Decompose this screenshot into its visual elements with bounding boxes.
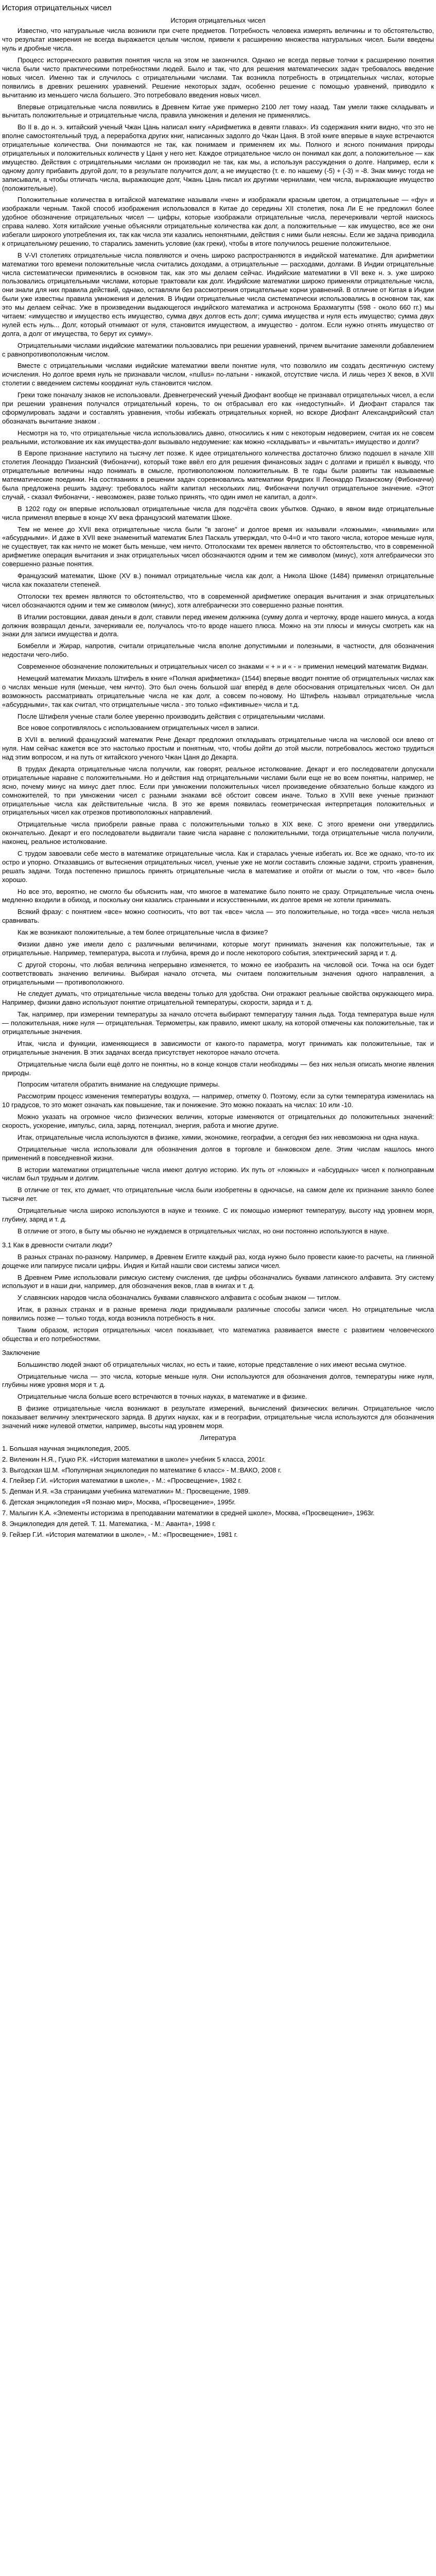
paragraph: Известно, что натуральные числа возникли при счете предметов. Потребность человека измерять величины и то обстоятельство, что результат измерения не всегда выражается целым числом, привели к расширению множества натуральных чисел. Были введены нуль и дробные числа.: [2, 27, 434, 53]
paragraph: С трудом завоевали себе место в математике отрицательные числа. Как и старалась ученые избегать их. Все же однако, что-то их остро и упорно. Отказавшись от вытеснения отрицательных чисел, ученые уже не могли составить сложные задачи, строить уравнения, решать задачи. Тогда постепенно пришлось принять отрицательные числа в математике и отойти от мысли о том, что «все» было хорошо.: [2, 849, 434, 884]
paragraph: Итак, числа и функции, изменяющиеся в зависимости от какого-то параметра, могут принимать как положительные, так и отрицательные значения. В этих задачах всегда присутствует некоторое начало отсчета.: [2, 1039, 434, 1056]
paragraph: В отличие от тех, кто думает, что отрицательные числа были изобретены в одночасье, на самом деле их признание заняло более тысячи лет.: [2, 1186, 434, 1203]
paragraph: Таким образом, история отрицательных чисел показывает, что математика развивается вместе с развитием человеческого общества и его потребностями.: [2, 1326, 434, 1343]
paragraph: Отголоски тех времен являются то обстоятельство, что в современной арифметике операция вычитания и знак отрицательных чисел обозначаются одним и тем же символом (минус), хотя алгебраически это совершенно разные понятия.: [2, 592, 434, 609]
literature-item: 1. Большая научная энциклопедия, 2005.: [2, 1444, 131, 1452]
paragraph: В Италии ростовщики, давая деньги в долг, ставили перед именем должника (сумму долга и черточку, вроде нашего минуса, а когда должник возвращал деньги, зачеркивали ее, получалось что-то вроде нашего плюса. Можно на эти плюсы и минусы смотреть как на знаки для записи имущества и долга.: [2, 613, 434, 638]
paragraph: В XVII в. великий французский математик Рене Декарт предложил откладывать отрицательные числа на числовой оси влево от нуля. Нам сейчас кажется все это настолько простым и понятным, что, чтобы дойти до этой мысли, потребовалось жестоко трудиться над этим вопросом, и на путь от китайского ученого Чжан Цаня до Декарта.: [2, 736, 434, 761]
section-heading: 3.1 Как в древности считали люди?: [2, 1241, 113, 1249]
paragraph: Греки тоже поначалу знаков не использовали. Древнегреческий ученый Диофант вообще не признавал отрицательных чисел, а если при решении уравнения получался отрицательный корень, то он отбрасывал его как «недоступный». И Диофант старался так сформулировать задачи и составлять уравнения, чтобы избежать отрицательных корней, но вскоре Диофант Александрийский стал обозначать вычитание знаком .: [2, 391, 434, 425]
paragraph: Тем не менее до XVII века отрицательные числа были "в загоне" и долгое время их называли «ложными», «мнимыми» или «абсурдными». И даже в XVII веке знаменитый математик Блез Паскаль утверждал, что 0-4=0 и что такого числа, которое меньше нуля, не существует, так как ничто не может быть меньше, чем ничто. Отголосками тех времен является то обстоятельство, что в современной арифметике операция вычитания и знак отрицательных чисел обозначаются одним и тем же символом (минус), хотя алгебраически это совершенно разные понятия.: [2, 525, 434, 568]
paragraph: Несмотря на то, что отрицательные числа использовались давно, относились к ним с некоторым недоверием, считая их не совсем реальными, истолкование их как имущества-долг вызывало недоумение: как можно «складывать» и «вычитать» имущество и долги?: [2, 429, 434, 446]
paragraph: Отрицательные числа были ещё долго не понятны, но в конце концов стали необходимы — без них нельзя описать многие явления природы.: [2, 1060, 434, 1077]
paragraph: У славянских народов числа обозначались буквами славянского алфавита с особым знаком — титлом.: [18, 1294, 341, 1302]
literature-heading: Литература: [200, 1433, 236, 1442]
paragraph: Попросим читателя обратить внимание на следующие примеры.: [18, 1080, 220, 1089]
conclusion-heading: Заключение: [2, 1348, 40, 1357]
paragraph: Отрицательные числа больше всего встречаются в точных науках, в математике и в физике.: [18, 1393, 307, 1401]
paragraph: Бомбелли и Жирар, напротив, считали отрицательные числа вполне допустимыми и полезными, в частности, для обозначения недостачи чего-либо.: [2, 642, 434, 659]
paragraph: Вместе с отрицательными числами индийские математики ввели понятие нуля, что позволило им создать десятичную систему исчисления. Но долгое время нуль не признавали числом, «nullus» по-латыни - никакой, отсутствие числа. И лишь через X веков, в XVII столетии с введением системы координат нуль становится числом.: [2, 362, 434, 387]
paragraph: В отличие от этого, в быту мы обычно не нуждаемся в отрицательных числах, но они постоянно используются в науке.: [18, 1227, 389, 1235]
paragraph: Физики давно уже имели дело с различными величинами, которые могут принимать значения как положительные, так и отрицательные. Например, температура, высота и глубина, время до и после некоторого события, электрический заряд и т. д.: [2, 940, 434, 957]
paragraph: В физике отрицательные числа возникают в результате измерений, вычислений физических величин. Отрицательное число показывает величину электрического заряда. В других науках, как и в географии, отрицательные числа используются для обозначения значений ниже нулевой отметки, например, высоты над уровнем моря.: [2, 1404, 434, 1430]
literature-item: 2. Виленкин Н.Я., Гуцко Р.К. «История математики в школе» учебник 5 класса, 2001г.: [2, 1455, 266, 1463]
document-title: История отрицательных чисел: [2, 4, 112, 12]
paragraph: Но все это, вероятно, не смогло бы объяснить нам, что многое в математике было понято не сразу. Отрицательные числа очень медленно входили в обиход, и поскольку они казались странными и искусственными, их долгое время не хотели принимать.: [2, 887, 434, 904]
literature-item: 9. Гейзер Г.И. «История математики в школе», - М.: «Просвещение», 1981 г.: [2, 1530, 238, 1538]
paragraph: Французский математик, Шюке (XV в.) понимал отрицательные числа как долг, а Никола Шюке (1484) применял отрицательные числа как показатели степеней.: [2, 572, 434, 588]
paragraph: В Древнем Риме использовали римскую систему счисления, где цифры обозначались буквами латинского алфавита. Эту систему используют и в наши дни, например, для обозначения веков, глав в книгах и т. д.: [2, 1273, 434, 1290]
paragraph: Итак, отрицательные числа используются в физике, химии, экономике, географии, а сегодня без них невозможна ни одна наука.: [18, 1133, 419, 1141]
paragraph: В 1202 году он впервые использовал отрицательные числа для подсчёта своих убытков. Однако, в явном виде отрицательные числа применял впервые в конце XV века французский математик Шюке.: [2, 504, 434, 521]
paragraph: С другой стороны, что любая величина непрерывно изменяется, то можно ее изобразить на числовой оси. Точка на оси будет соответствовать значению величины. Выбирая начало отсчета, мы считаем положительным значения одного направления, а отрицательными — противоположного.: [2, 960, 434, 986]
paragraph: Как же возникают положительные, а тем более отрицательные числа в физике?: [18, 928, 268, 937]
main-text: [2, 27, 434, 1235]
literature-item: 7. Малыгин К.А. «Элементы историзма в преподавании математики в средней школе», Москва, «Просвещение», 1963г.: [2, 1509, 375, 1517]
paragraph: Все новое сопротивлялось с использованием отрицательных чисел в записи.: [18, 724, 259, 732]
paragraph: Можно указать на огромное число физических величин, которые изменяются от отрицательных до положительных значений: скорость, ускорение, импульс, сила, заряд, потенциал, энергия, работа и многие другие.: [2, 1113, 434, 1130]
literature-item: 4. Глейзер Г.И. «История математики в школе», - М.: «Просвещение», 1982 г.: [2, 1477, 242, 1485]
paragraph: Так, например, при измерении температуры за начало отсчета выбирают температуру таяния льда. Тогда температура выше нуля — положительная, ниже нуля — отрицательная. Термометры, как правило, имеют шкалу, на которой отмечены как положительные, так и отрицательные значения.: [2, 1010, 434, 1036]
literature-item: 3. Выгодская Ш.М. «Популярная энциклопедия по математике 6 класс» - М.:ВАКО, 2008 г.: [2, 1466, 282, 1474]
paragraph: В истории математики отрицательные числа имеют долгую историю. Их путь от «ложных» и «абсурдных» чисел к полноправным числам был трудным и долгим.: [2, 1165, 434, 1182]
paragraph: В разных странах по-разному. Например, в Древнем Египте каждый раз, когда нужно было провести какие-то расчеты, на глиняной дощечке или папирусе писали цифры. Индия и Китай нашли свои системы записи чисел.: [2, 1252, 434, 1269]
paragraph: В V-VI столетиях отрицательные числа появляются и очень широко распространяются в индийской математике. Для арифметики математики того времени положительные числа считались доходами, а отрицательные — расходами, долгами. В Индии отрицательные числа систематически применялись в основном так, как это мы делаем сейчас. Индийские математики в VII веке н. э. уже широко пользовались отрицательными числами, которые трактовали как долг. Индийские математики широко применяли отрицательные числа, они знали для них правила действий, однако, оставляли без рассмотрения отрицательные корни уравнений. В отличие от Китая в Индии были уже известны правила умножения и деления. В Индии отрицательные числа систематически использовались в основном так, как это мы делаем сейчас. Уже в произведении выдающегося индийского математика и астронома Брахмагупты (598 - около 660 гг.) мы читаем: «имущество и имущество есть имущество, сумма двух долгов есть долг; сумма имущества и нуля есть имущество; сумма двух нулей есть нуль... Долг, который отнимают от нуля, становится имуществом, а имущество - долгом. Если нужно отнять имущество от долга, а долг от имущества, то берут их сумму».: [2, 251, 434, 337]
paragraph: В Европе признание наступило на тысячу лет позже. К идее отрицательного количества достаточно близко подошел в начале XIII столетия Леонардо Пизанский (Фибоначчи), который тоже ввёл его для решения финансовых задач с долгами и пришёл к выводу, что отрицательные величины надо понимать в смысле, противоположном положительным. В те годы были развиты так называемые математические поединки. На состязаниях в решении задач соревновались математики Фридрих II Леонардо Пизанскому (Фибоначчи) была предложена решить задачу: требовалось найти капитал нескольких лиц. Фибоначчи получил отрицательное значение. «Этот случай, - сказал Фибоначчи, - невозможен, разве только принять, что один имел не капитал, а долг».: [2, 449, 434, 501]
paragraph: Впервые отрицательные числа появились в Древнем Китае уже примерно 2100 лет тому назад. Там умели также складывать и вычитать положительные и отрицательные числа, правила умножения и деления не применялись.: [2, 103, 434, 120]
paragraph: В трудах Декарта отрицательные числа получили, как говорят, реальное истолкование. Декарт и его последователи допускали отрицательные наравне с положительными. Но и действия над отрицательными числами были еще не во всем понятны, например, не ясно, почему минус на минус дает плюс. Если при умножении положительных чисел произведение обязательно больше каждого из сомножителей, то при умножении чисел с разными знаками всё обстоит совсем иначе. Только в XVIII веке ученые признают отрицательные числа как действительные числа. В это же время появилась геометрическая интерпретация положительных и отрицательных чисел как отрезков противоположных направлений.: [2, 765, 434, 817]
paragraph: Современное обозначение положительных и отрицательных чисел со знаками « + » и « - » применил немецкий математик Видман.: [18, 663, 429, 671]
paragraph: Не следует думать, что отрицательные числа введены только для удобства. Они отражают реальные свойства окружающего мира. Например, физики давно используют понятие отрицательной температуры, скорости, заряда и т. д.: [2, 990, 434, 1007]
paragraph: Итак, в разных странах и в разные времена люди придумывали различные способы записи чисел. Но отрицательные числа появились позже — только тогда, когда возникла потребность в них.: [2, 1306, 434, 1323]
conclusion-text: [2, 1361, 434, 1431]
paragraph: Процесс исторического развития понятия числа на этом не закончился. Однако не всегда первые толчки к расширению понятия числа были чисто практическими потребностями людей. Было и так, что для решения математических задач требовалось введение новых чисел. Именно так и случилось с отрицательными числами. Так возникла потребность в отрицательных числах, которые появились в древних решениях уравнений. Решение некоторых задач, особенно решение с помощью уравнений, приводило к вычитанию из меньшего числа большего. Это потребовало введения новых чисел.: [2, 56, 434, 99]
paragraph: Большинство людей знают об отрицательных числах, но есть и такие, которые представление о них имеют весьма смутное.: [18, 1360, 407, 1368]
paragraph: После Штифеля ученые стали более уверенно производить действия с отрицательными числами.: [18, 712, 325, 720]
literature-item: 5. Депман И.Я. «За страницами учебника математики» М.: Просвещение, 1989.: [2, 1487, 250, 1496]
intro-heading: История отрицательных чисел: [170, 16, 266, 24]
paragraph: Всякий фразу: с понятием «все» можно соотносить, что вот так «все» числа — это положительные, но тогда «все» числа нельзя сравнивать.: [2, 908, 434, 925]
literature-list: [2, 1445, 434, 1539]
paragraph: Положительные количества в китайской математике называли «чен» и изображали красным цветом, а отрицательные — «фу» и изображали черным. Такой способ изображения использовался в Китае до середины XII столетия, пока Ли Е не предложил более удобное обозначение отрицательных чисел — цифры, которые изображали отрицательные числа, перечеркивали чертой наискось справа налево. Хотя китайские ученые объясняли отрицательные количества как долг, а положительные — как имущество, все же они избегали широкого употребления их, так как числа эти казались непонятными, действия с ними были неясны. Если же задача приводила к отрицательному решению, то старались заменить условие (как греки), чтобы в итоге получилось решение положительное.: [2, 196, 434, 247]
paragraph: Отрицательные числа использовали для обозначения долгов в торговле и банковском деле. Этим числам нашлось много применений в повседневной жизни.: [2, 1145, 434, 1162]
paragraph: Во II в. до н. э. китайский ученый Чжан Цань написал книгу «Арифметика в девяти главах». Из содержания книги видно, что это не вполне самостоятельный труд, а переработка других книг, написанных задолго до Чжан Цаня. В этой книге впервые в науке встречаются отрицательные количества. Они понимаются не так, как понимаем и применяем их мы. Полного и ясного понимания природы отрицательных и положительных количеств у Цаня у него нет. Каждое отрицательное число он понимал как долг, а положительное — как имущество. Действия с отрицательными числами он производил не так, как мы, а используя рассуждения о долге. Например, если к одному долгу прибавить другой долг, то в результате получится долг, а не имущество (т. е. по нашему (-5) + (-3) = -8. Знак минус тогда не записывали, а чтобы отличать числа, выражающие долг, Чжань Цань писал их другими чернилами, чем числа, выражающие имущество (положительные).: [2, 123, 434, 192]
paragraph: Рассмотрим процесс изменения температуры воздуха, — например, отметку 0. Поэтому, если за сутки температура изменилась на 10 градусов, то это может означать как повышение, так и понижение. Это можно показать на числах: 10 или -10.: [2, 1092, 434, 1109]
paragraph: Немецкий математик Михаэль Штифель в книге «Полная арифметика» (1544) впервые вводит понятие об отрицательных числах как о числах меньше нуля (меньше, чем ничто). Это был очень большой шаг вперёд в деле обоснования отрицательных чисел. Он дал возможность рассматривать отрицательные числа не как долг, а совсем по-новому. Но Штифель называл отрицательные числа «абсурдными», так как считал, что отрицательные числа - это только «фиктивные» числа и т.д.: [2, 674, 434, 708]
literature-item: 6. Детская энциклопедия «Я познаю мир», Москва, «Просвещение», 1995г.: [2, 1498, 236, 1506]
paragraph: Отрицательными числами индийские математики пользовались при решении уравнений, причем вычитание заменяли добавлением с равнопротивоположным числом.: [2, 341, 434, 358]
paragraph: Отрицательные числа — это числа, которые меньше нуля. Они используются для обозначения долгов, температуры ниже нуля, глубины ниже уровня моря и т. д.: [2, 1372, 434, 1389]
literature-item: 8. Энциклопедия для детей. Т. 11. Математика, - М.: Аванта+, 1998 г.: [2, 1519, 216, 1528]
paragraph: Отрицательные числа приобрели равные права с положительными только в XIX веке. С этого времени они утвердились окончательно. Декарт и его последователи выдвигали такие числа наравне с положительными, тогда отрицательные числа получили, наконец, реальное истолкование.: [2, 820, 434, 846]
section-text: [2, 1253, 434, 1344]
paragraph: Отрицательные числа широко используются в науке и технике. С их помощью измеряют температуру, высоту над уровнем моря, глубину, заряд и т. д.: [2, 1207, 434, 1224]
